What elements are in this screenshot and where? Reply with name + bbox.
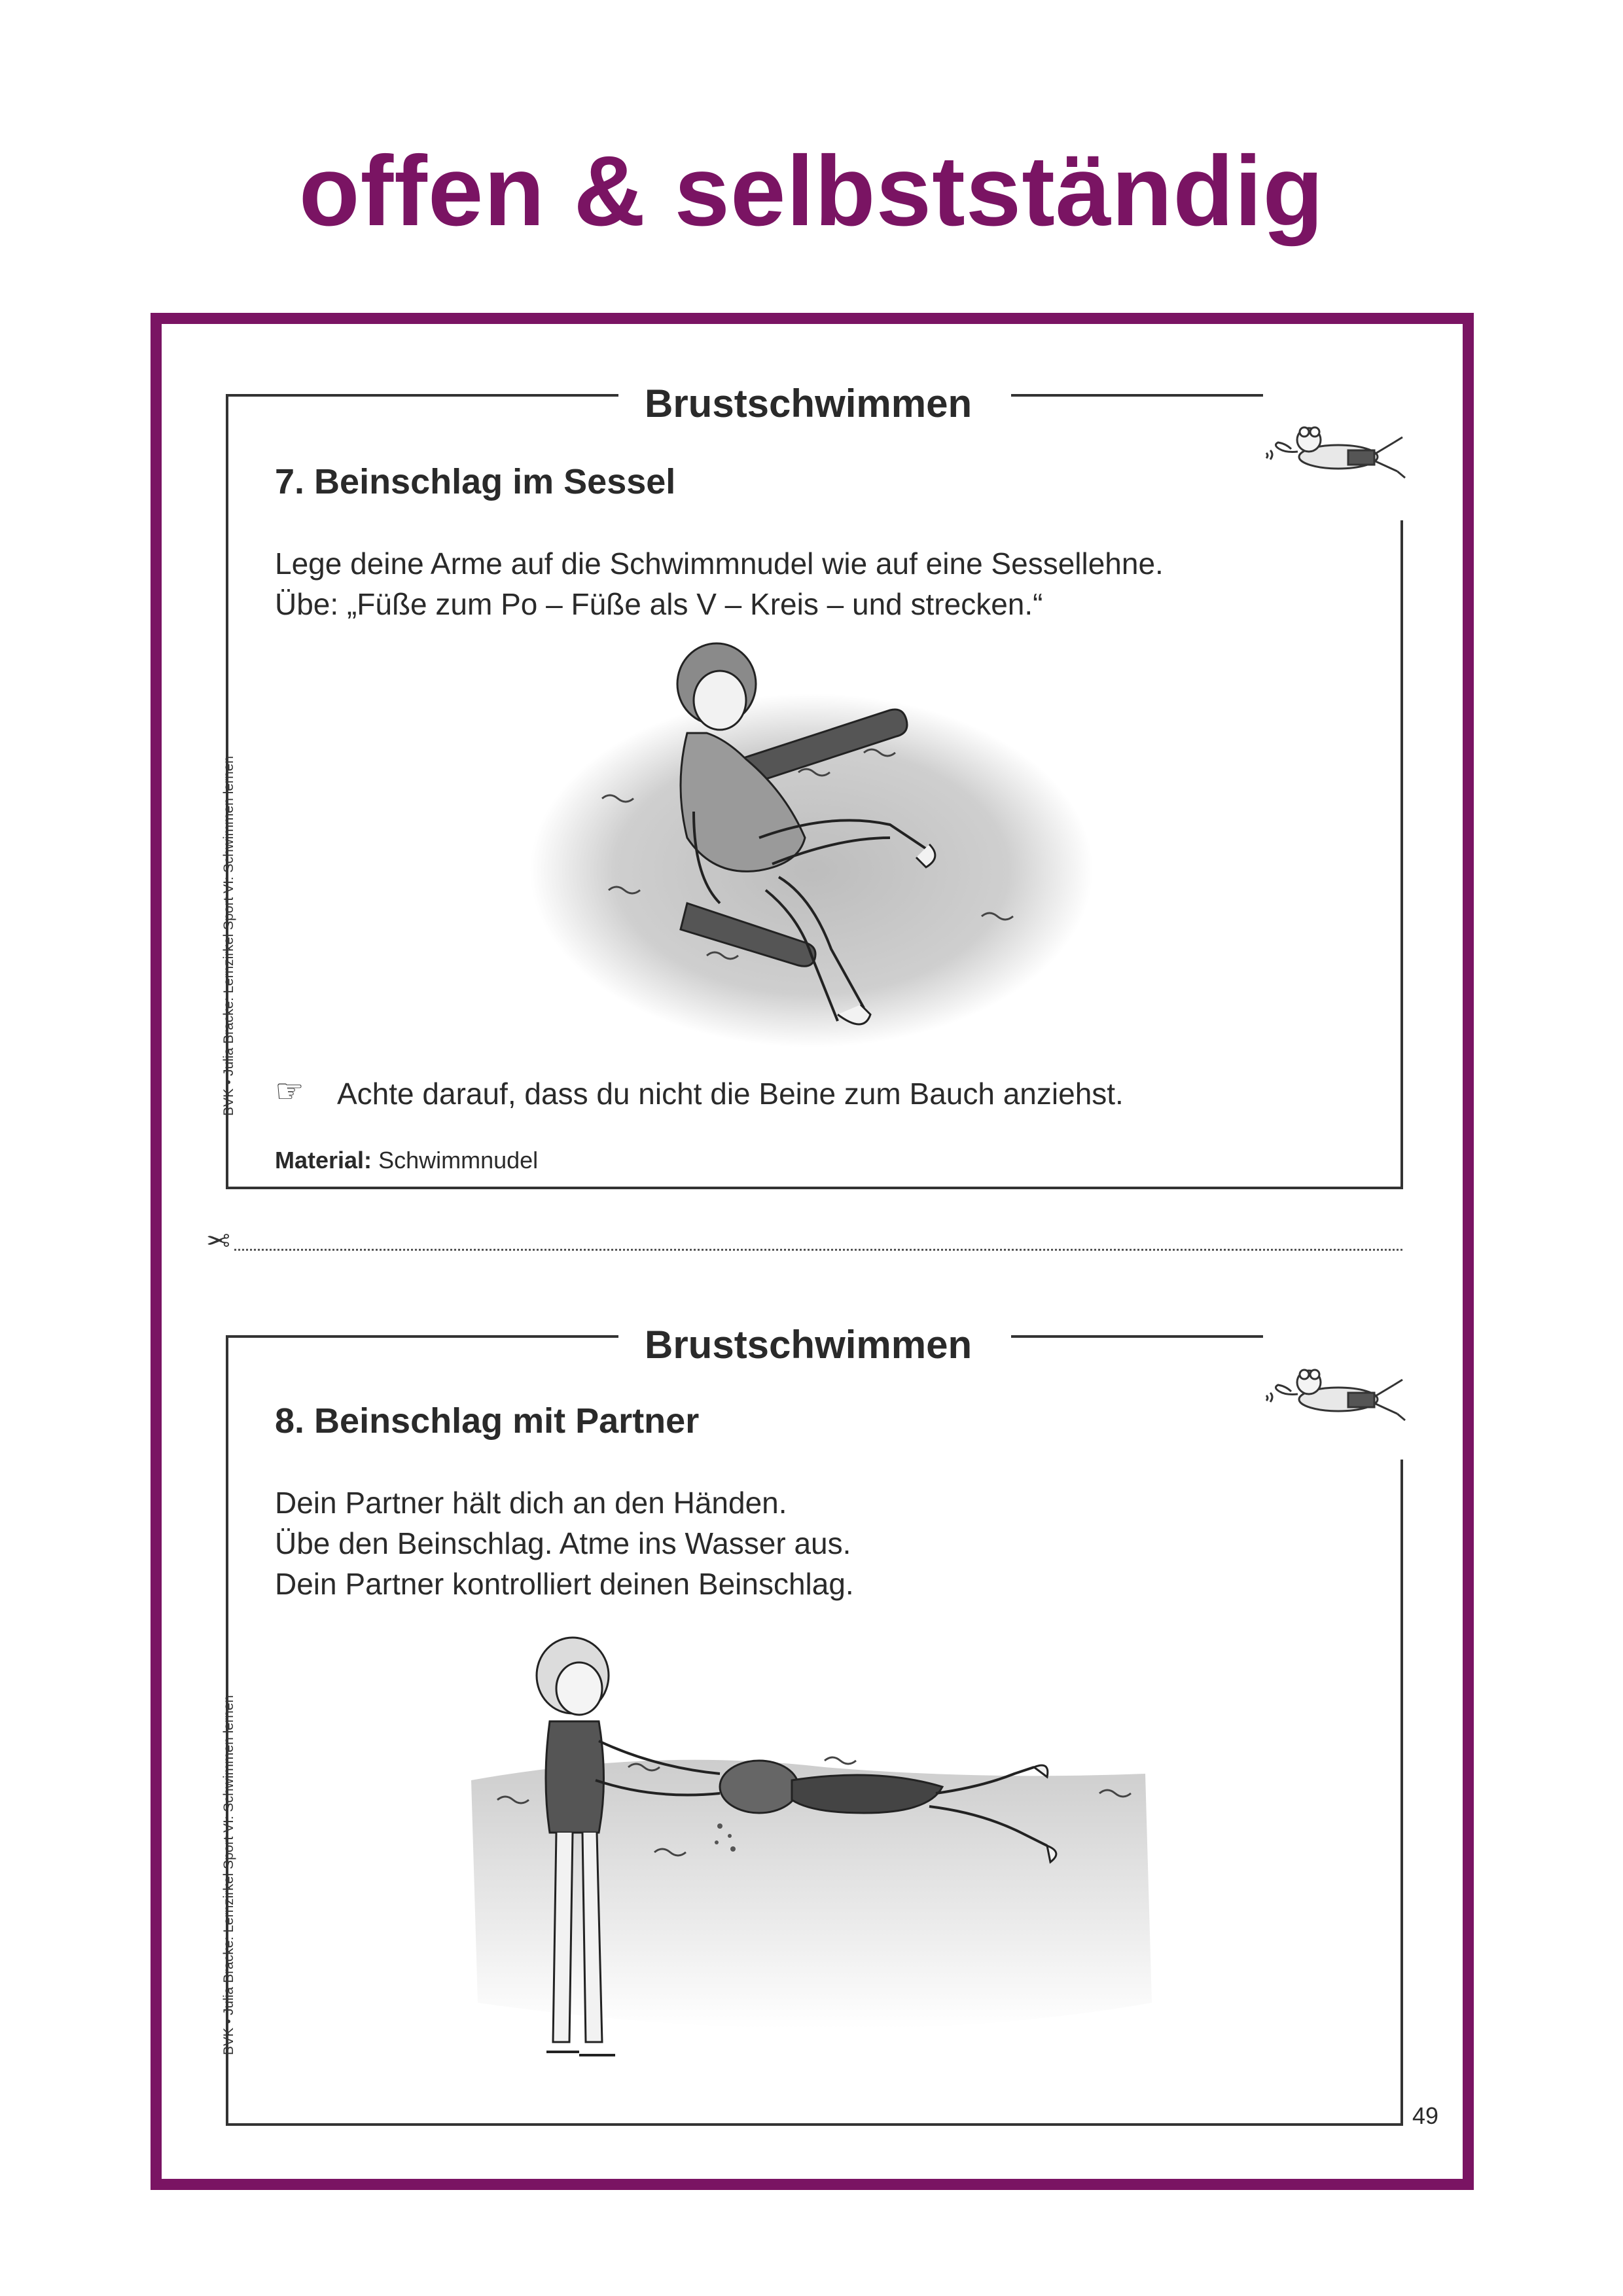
card-2-line-1: Dein Partner hält dich an den Händen. [275,1486,787,1520]
partner-kick-illustration [458,1636,1178,2068]
scissors-icon: ✂ [206,1223,230,1255]
cut-line [234,1249,1402,1251]
card-1-line-2: Übe: „Füße zum Po – Füße als V – Kreis – und strecken.“ [275,587,1043,621]
card-2-line-3: Dein Partner kontrolliert deinen Beinschlag. [275,1567,854,1601]
frog-swimmer-icon [1260,1355,1420,1433]
card-2-top-line-left [226,1335,618,1338]
card-1-right-line [1400,520,1403,1189]
card-2-heading: Brustschwimmen [645,1323,972,1367]
card-1-title: 7. Beinschlag im Sessel [275,462,676,501]
card-2-bottom-line [226,2123,1403,2126]
card-1-side-credit: BVK • Julia Bracke: Lernzirkel Sport VI: Schwimmen lernen [221,755,236,1116]
frog-swimmer-icon [1260,412,1420,491]
card-1-instructions [275,543,1164,624]
card-2-title: 8. Beinschlag mit Partner [275,1401,700,1441]
card-2-side-credit: BVK • Julia Bracke: Lernzirkel Sport VI: Schwimmen lernen [221,1695,236,2055]
card-2-top-line-right [1011,1335,1263,1338]
card-2-line-2: Übe den Beinschlag. Atme ins Wasser aus. [275,1526,851,1560]
card-1-top-line-right [1011,394,1263,397]
card-1-tip: Achte darauf, dass du nicht die Beine zum Bauch anziehst. [337,1077,1124,1111]
card-2-right-line [1400,1460,1403,2126]
page-title: offen & selbstständig [298,135,1325,247]
pointing-hand-icon: ☞ [275,1073,304,1109]
material-value: Schwimmnudel [378,1147,539,1174]
page-number: 49 [1412,2102,1439,2129]
card-2-instructions [275,1482,854,1604]
card-1-bottom-line [226,1187,1403,1189]
material-label: Material: [275,1147,372,1174]
card-1-material [275,1147,538,1174]
card-1-top-line-left [226,394,618,397]
card-1-heading: Brustschwimmen [645,382,972,425]
card-1-line-1: Lege deine Arme auf die Schwimmnudel wie auf eine Sessellehne. [275,547,1164,581]
noodle-seat-illustration [524,641,1099,1060]
